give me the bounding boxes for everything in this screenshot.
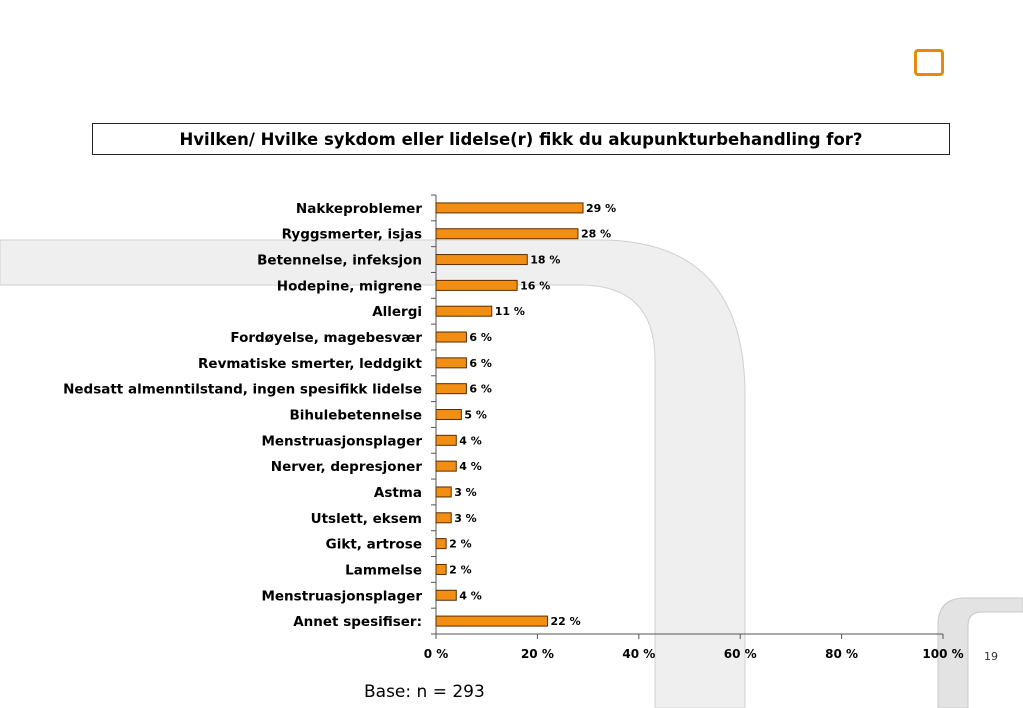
category-label: Nakkeproblemer bbox=[295, 200, 422, 217]
bar bbox=[436, 564, 446, 574]
bar bbox=[436, 332, 466, 342]
bar bbox=[436, 229, 578, 239]
bar bbox=[436, 513, 451, 523]
bar bbox=[436, 384, 466, 394]
category-label: Revmatiske smerter, leddgikt bbox=[198, 355, 422, 372]
bar-value-label: 28 % bbox=[580, 227, 612, 241]
bar bbox=[436, 616, 548, 626]
x-tick-label: 40 % bbox=[622, 647, 656, 661]
category-label: Nedsatt almenntilstand, ingen spesifikk lidelse bbox=[63, 381, 422, 398]
category-label: Fordøyelse, magebesvær bbox=[230, 330, 422, 347]
category-label: Betennelse, infeksjon bbox=[257, 252, 422, 269]
bar-value-label: 2 % bbox=[449, 537, 472, 551]
bar bbox=[436, 410, 461, 420]
bar-value-label: 16 % bbox=[520, 279, 551, 293]
bar-value-label: 18 % bbox=[530, 253, 561, 267]
bar-value-label: 2 % bbox=[449, 563, 472, 577]
category-label: Astma bbox=[373, 484, 422, 501]
bar bbox=[436, 435, 456, 445]
bar-value-label: 5 % bbox=[464, 408, 487, 422]
bar bbox=[436, 487, 451, 497]
category-label: Lammelse bbox=[345, 562, 422, 579]
x-tick-label: 20 % bbox=[520, 647, 554, 661]
bar bbox=[436, 203, 583, 213]
bar bbox=[436, 539, 446, 549]
bar-value-label: 3 % bbox=[454, 511, 477, 525]
bar bbox=[436, 280, 517, 290]
category-label: Ryggsmerter, isjas bbox=[281, 226, 422, 243]
category-label: Nerver, depresjoner bbox=[270, 459, 422, 476]
category-label: Utslett, eksem bbox=[310, 510, 422, 527]
bar bbox=[436, 590, 456, 600]
bar-value-label: 22 % bbox=[550, 615, 581, 629]
bar-value-label: 29 % bbox=[586, 201, 617, 215]
x-tick-label: 60 % bbox=[723, 647, 757, 661]
bar-value-label: 6 % bbox=[469, 356, 492, 370]
bar bbox=[436, 255, 527, 265]
bar-value-label: 6 % bbox=[469, 382, 492, 396]
chart-title: Hvilken/ Hvilke sykdom eller lidelse(r) fikk du akupunkturbehandling for? bbox=[179, 129, 863, 149]
base-note: Base: n = 293 bbox=[364, 682, 485, 702]
category-label: Hodepine, migrene bbox=[276, 278, 422, 295]
category-label: Menstruasjonsplager bbox=[261, 433, 422, 450]
x-tick-label: 80 % bbox=[825, 647, 859, 661]
x-tick-label: 100 % bbox=[922, 647, 964, 661]
bar bbox=[436, 306, 492, 316]
x-tick-label: 0 % bbox=[423, 647, 449, 661]
bar bbox=[436, 358, 466, 368]
category-label: Gikt, artrose bbox=[325, 536, 422, 553]
bar-value-label: 6 % bbox=[469, 331, 492, 345]
category-label: Bihulebetennelse bbox=[289, 407, 422, 424]
category-label: Menstruasjonsplager bbox=[261, 588, 422, 605]
bar-value-label: 11 % bbox=[494, 305, 525, 319]
bar-value-label: 3 % bbox=[454, 485, 477, 499]
bar bbox=[436, 461, 456, 471]
page-number: 19 bbox=[984, 650, 998, 663]
category-label: Annet spesifiser: bbox=[293, 614, 422, 631]
bar-value-label: 4 % bbox=[459, 434, 482, 448]
category-label: Allergi bbox=[372, 304, 422, 321]
bar-value-label: 4 % bbox=[459, 460, 482, 474]
bar-value-label: 4 % bbox=[459, 589, 482, 603]
